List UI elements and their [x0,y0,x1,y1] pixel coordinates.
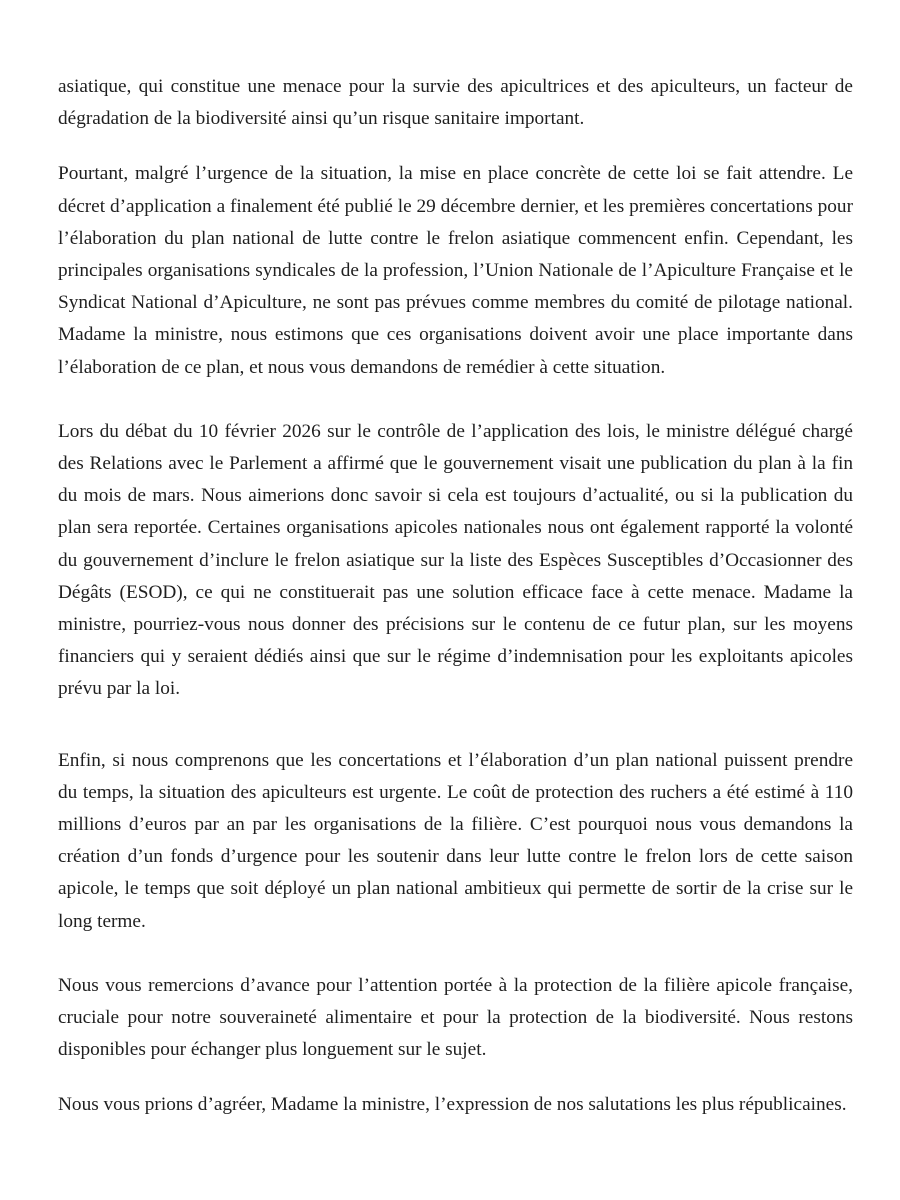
paragraph-implementation-delay: Pourtant, malgré l’urgence de la situation, la mise en place concrète de cette loi se fait attendre. Le décret d’application a finalement été publié le 29 décembre dernier, et les premières concertations pour l’élaboration du plan national de lutte contre le frelon asiatique commencent enfin. Cependant, les principales organisations syndicales de la profession, l’Union Nationale de l’Apiculture Française et le Syndicat National d’Apiculture, ne sont pas prévues comme membres du comité de pilotage national. Madame la ministre, nous estimons que ces organisations doivent avoir une place importante dans l’élaboration de ce plan, et nous vous demandons de remédier à cette situation. [58,163,853,378]
paragraph-national-plan-questions: Lors du débat du 10 février 2026 sur le contrôle de l’application des lois, le ministre délégué chargé des Relations avec le Parlement a affirmé que le gouvernement visait une publication du plan à la fin du mois de mars. Nous aimerions donc savoir si cela est toujours d’actualité, ou si la publication du plan sera reportée. Certaines organisations apicoles nationales nous ont également rapporté la volonté du gouvernement d’inclure le frelon asiatique sur la liste des Espèces Susceptibles d’Occasionner des Dégâts (ESOD), ce qui ne constituerait pas une solution efficace face à cette menace. Madame la ministre, pourriez-vous nous donner des précisions sur le contenu de ce futur plan, sur les moyens financiers qui y seraient dédiés ainsi que sur le régime d’indemnisation pour les exploitants apicoles prévu par la loi. [58,420,853,700]
paragraph-emergency-fund: Enfin, si nous comprenons que les concertations et l’élaboration d’un plan national puissent prendre du temps, la situation des apiculteurs est urgente. Le coût de protection des ruchers a été estimé à 110 millions d’euros par an par les organisations de la filière. C’est pourquoi nous vous demandons la création d’un fonds d’urgence pour les soutenir dans leur lutte contre le frelon lors de cette saison apicole, le temps que soit déployé un plan national ambitieux qui permette de sortir de la crise sur le long terme. [58,749,853,932]
letter-body [58,71,853,1122]
paragraph-hornet-threat: asiatique, qui constitue une menace pour la survie des apicultrices et des apiculteurs, un facteur de dégradation de la biodiversité ainsi qu’un risque sanitaire important. [58,76,853,130]
paragraph-thanks: Nous vous remercions d’avance pour l’attention portée à la protection de la filière apicole française, cruciale pour notre souveraineté alimentaire et pour la protection de la biodiversité. Nous restons disponibles pour échanger plus longuement sur le sujet. [58,974,853,1061]
paragraph-closing-salutation: Nous vous prions d’agréer, Madame la ministre, l’expression de nos salutations les plus républicaines. [58,1094,847,1116]
